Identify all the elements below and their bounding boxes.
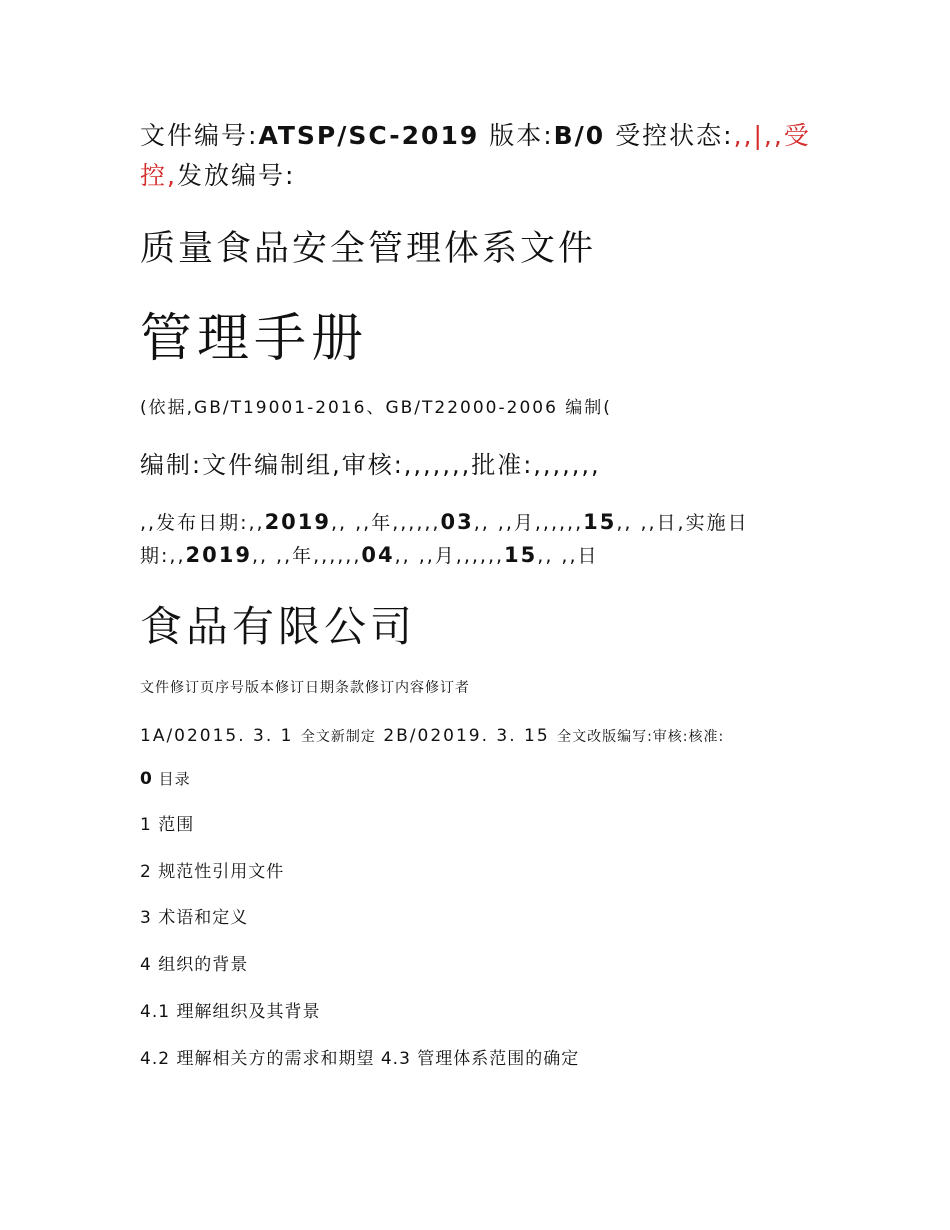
dates-line-1 — [140, 506, 820, 539]
control-status-value: ,,|,,受 — [733, 121, 811, 150]
toc-title-number: 0 — [140, 769, 153, 789]
toc-item: 4 组织的背景 — [140, 955, 249, 975]
system-document-title: 质量食品安全管理体系文件 — [140, 229, 597, 269]
toc-item: 1 范围 — [140, 815, 195, 835]
control-status-label: 受控状态: — [605, 121, 734, 150]
publish-month: 03 — [440, 510, 474, 534]
dates-line-2 — [140, 539, 820, 572]
revision-table-header: 文件修订页序号版本修订日期条款修订内容修订者 — [140, 680, 470, 696]
revision-row-b-content: 全文改版编写:审核:核准: — [557, 729, 725, 745]
publish-date-label: ,,发布日期:,, — [140, 512, 265, 534]
month-sep-2: ,, ,,月,,,,,, — [394, 545, 505, 567]
version-label: 版本: — [479, 121, 554, 150]
toc-item: 4.2 理解相关方的需求和期望 4.3 管理体系范围的确定 — [140, 1049, 580, 1069]
toc-title-label: 目录 — [152, 770, 191, 788]
doc-number-label: 文件编号: — [140, 121, 259, 150]
doc-number: ATSP/SC-2019 — [258, 121, 480, 150]
day-sep-implement-label: ,, ,,日,实施日 — [616, 512, 749, 534]
manual-title: 管理手册 — [140, 309, 369, 369]
basis-standards: (依据,GB/T19001-2016、GB/T22000-2006 编制( — [140, 398, 612, 418]
implement-day: 15 — [504, 543, 538, 567]
issue-number-label: 发放编号: — [176, 161, 296, 190]
publish-year: 2019 — [264, 510, 332, 534]
revision-row-b: 2B/02019. 3. 15 — [383, 726, 550, 746]
toc-item: 4.1 理解组织及其背景 — [140, 1002, 321, 1022]
year-sep-2: ,, ,,年,,,,,, — [251, 545, 362, 567]
header-line-1 — [140, 116, 820, 156]
toc-item: 3 术语和定义 — [140, 908, 249, 928]
toc-title — [140, 767, 820, 791]
company-name: 食品有限公司 — [140, 602, 417, 651]
header-line-2 — [140, 156, 820, 196]
month-sep: ,, ,,月,,,,,, — [473, 512, 584, 534]
implement-date-label: 期:,, — [140, 545, 186, 567]
publish-day: 15 — [583, 510, 617, 534]
dates-block — [140, 506, 820, 572]
year-sep: ,, ,,年,,,,,, — [331, 512, 441, 534]
revision-row-a: 1A/02015. 3. 1 — [140, 726, 294, 746]
version-value: B/0 — [553, 121, 606, 150]
document-header — [140, 116, 820, 196]
revision-row-a-content: 全文新制定 — [300, 729, 376, 745]
implement-month: 04 — [361, 543, 395, 567]
implement-year: 2019 — [185, 543, 252, 567]
revision-rows — [140, 724, 820, 749]
day-sep-2: ,, ,,日 — [537, 545, 599, 567]
compile-approval-line: 编制:文件编制组,审核:,,,,,,,批准:,,,,,,, — [140, 451, 601, 479]
toc-item: 2 规范性引用文件 — [140, 862, 285, 882]
control-status-value-cont: 控, — [140, 161, 177, 190]
